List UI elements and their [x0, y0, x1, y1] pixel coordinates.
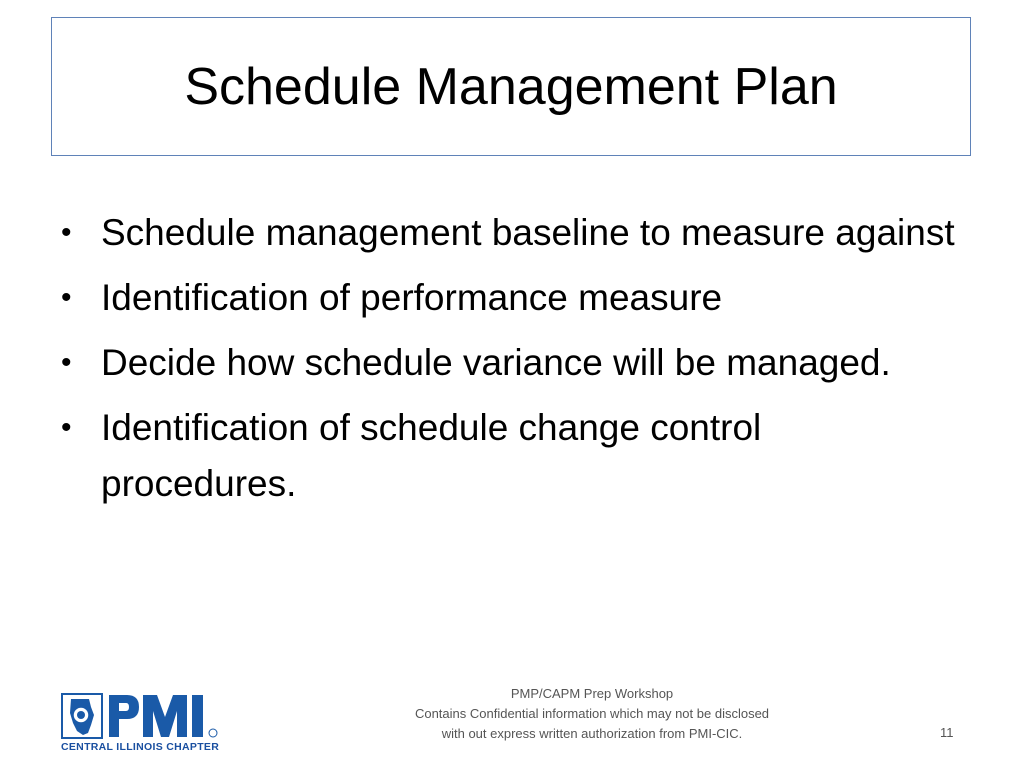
bullet-item	[58, 400, 958, 512]
bullet-item	[58, 335, 958, 391]
bullet-icon: •	[61, 411, 72, 444]
title-box	[51, 17, 971, 156]
bullet-item	[58, 205, 958, 261]
bullet-icon: •	[61, 216, 72, 249]
bullet-item	[58, 270, 958, 326]
bullet-text: Decide how schedule variance will be managed.	[101, 342, 891, 383]
bullet-text: Identification of schedule change control procedures.	[101, 407, 762, 504]
footer-line: Contains Confidential information which may not be disclosed	[414, 706, 770, 721]
footer-line: with out express written authorization from PMI-CIC.	[441, 726, 743, 741]
logo-subtitle: CENTRAL ILLINOIS CHAPTER	[61, 741, 220, 753]
bullet-text: Identification of performance measure	[101, 277, 723, 318]
slide-title: Schedule Management Plan	[184, 57, 838, 116]
page-number: 11	[940, 725, 954, 740]
bullet-list	[58, 205, 958, 521]
bullet-text: Schedule management baseline to measure against	[101, 212, 955, 253]
footer	[352, 684, 832, 744]
bullet-icon: •	[61, 346, 72, 379]
bullet-icon: •	[61, 281, 72, 314]
footer-line: PMP/CAPM Prep Workshop	[510, 686, 674, 701]
